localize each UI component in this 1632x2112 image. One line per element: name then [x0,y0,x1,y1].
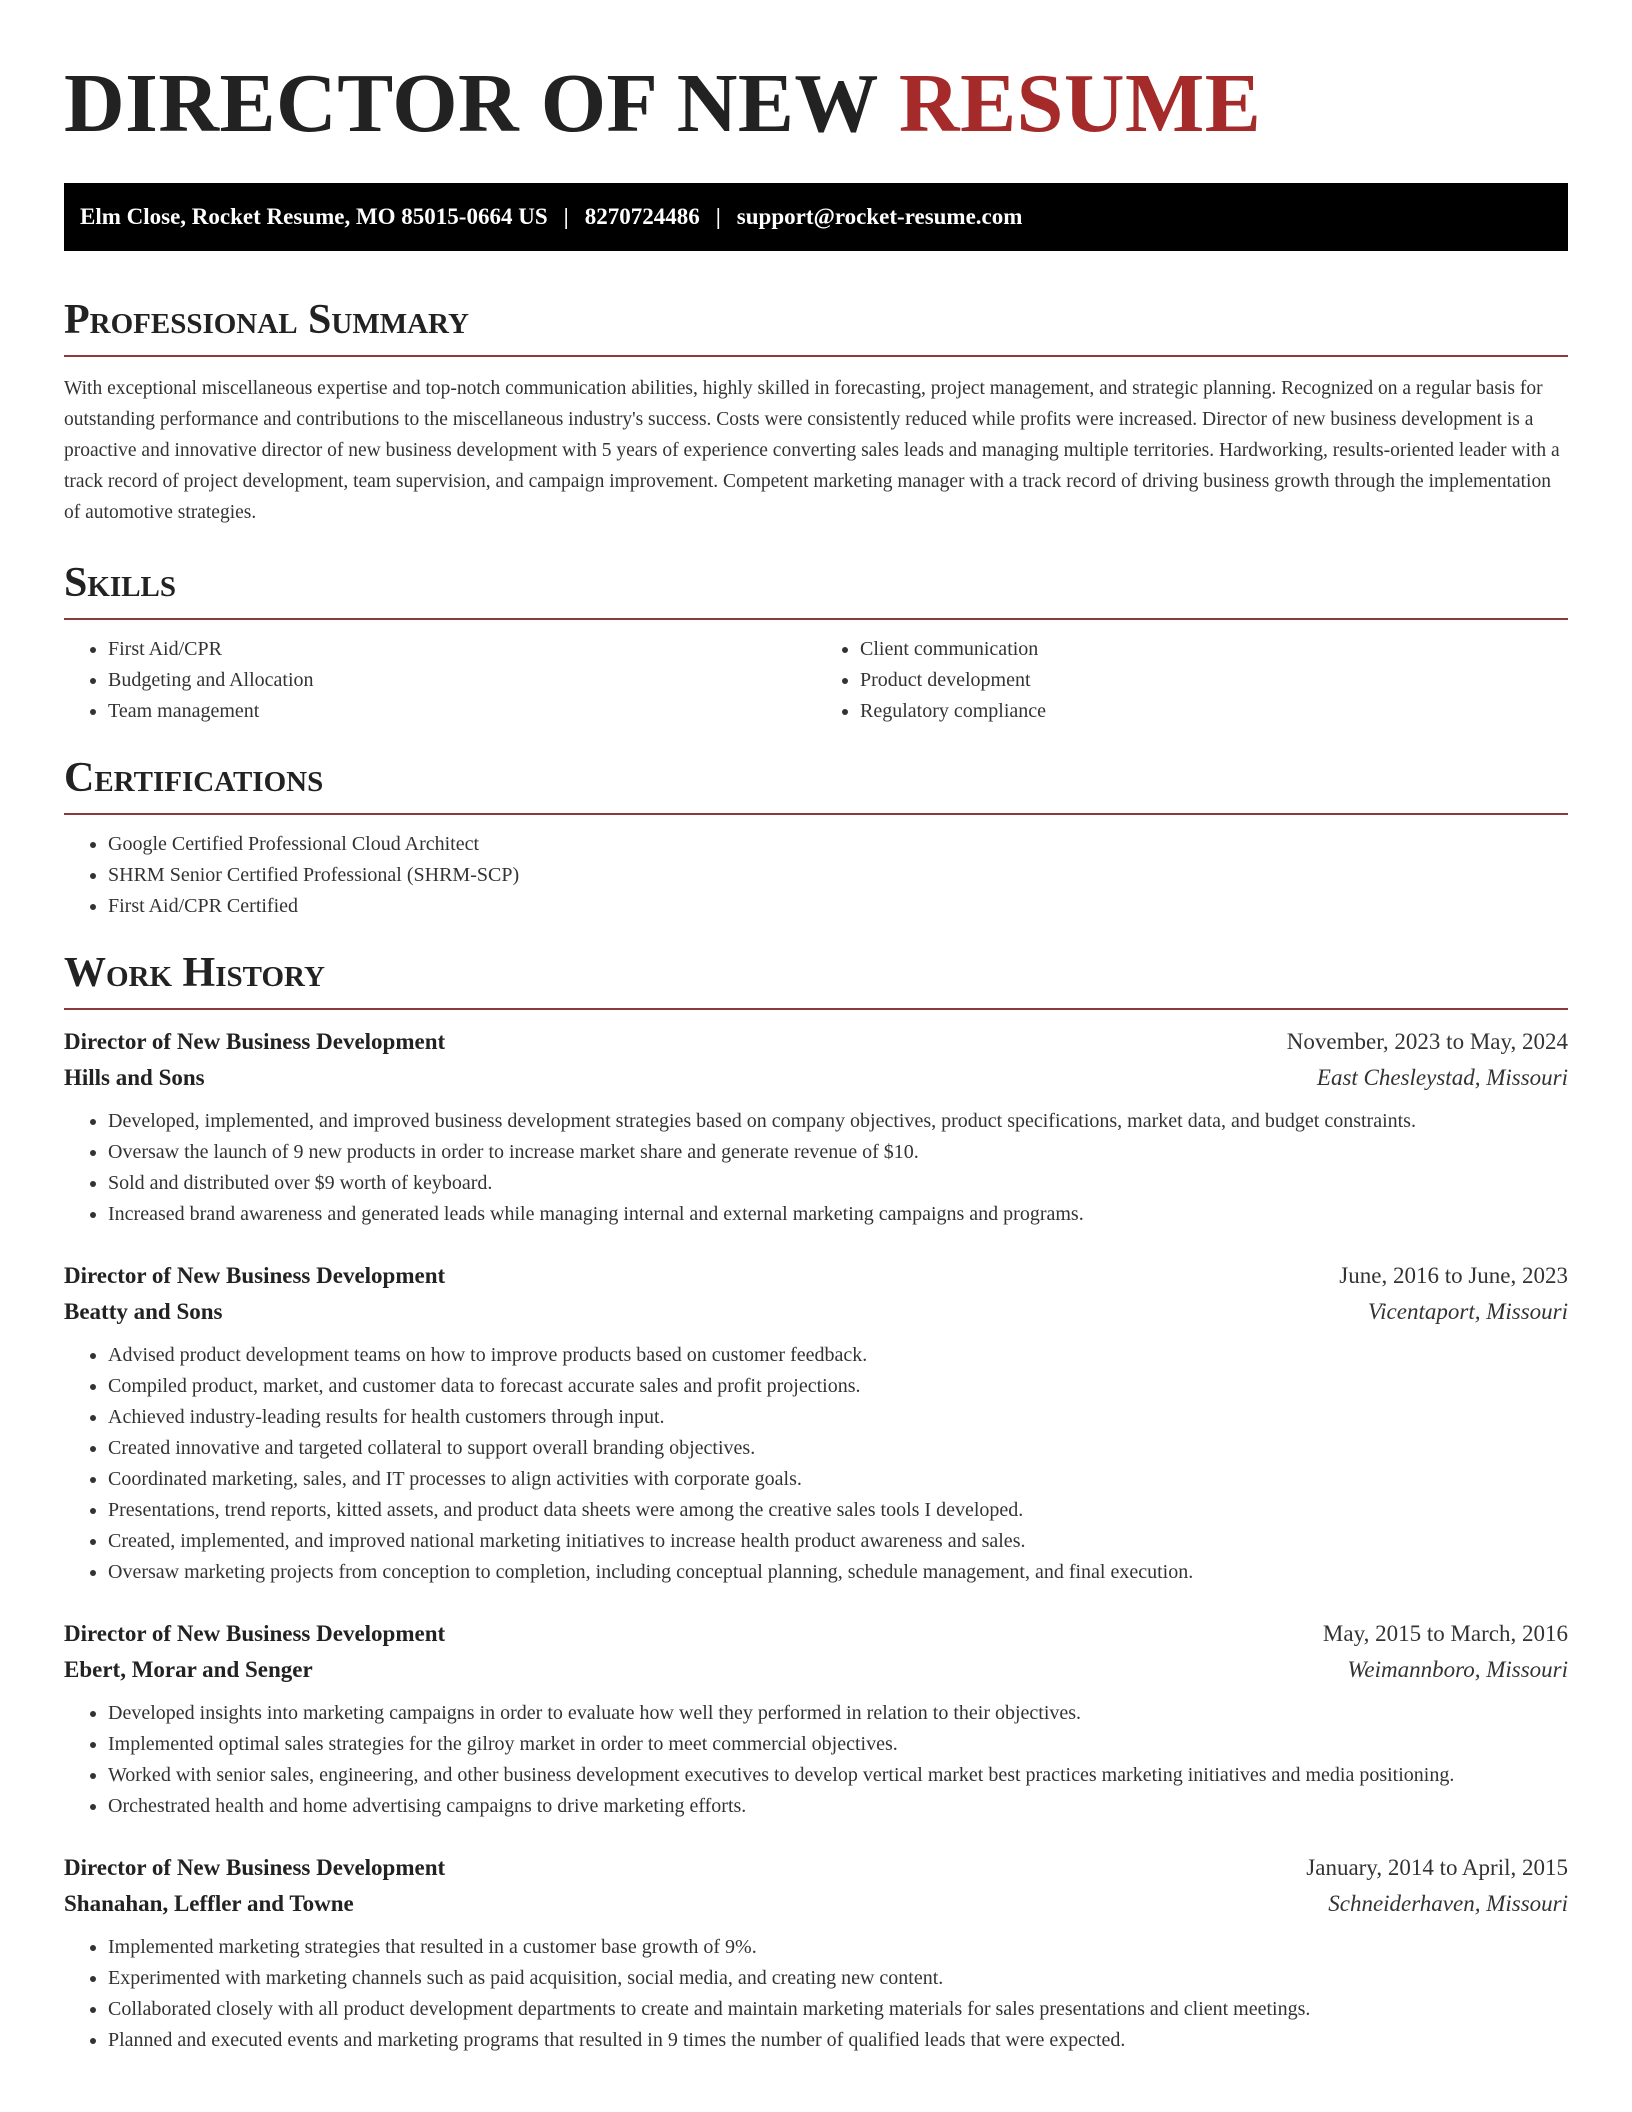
skills-section [64,558,1568,727]
job-bullets [64,1106,1568,1230]
job-header-row [64,1258,1568,1294]
job-location: Schneiderhaven, Missouri [1328,1891,1568,1916]
skills-heading: Skills [64,558,1568,620]
job-bullet: • Created, implemented, and improved national marketing initiatives to increase health product awareness and sales. [108,1526,1568,1557]
contact-email: support@rocket-resume.com [736,204,1023,229]
job-company: Hills and Sons [64,1065,205,1090]
job-entry [64,1024,1568,1230]
job-bullet: • Experimented with marketing channels such as paid acquisition, social media, and creating new content. [108,1963,1568,1994]
name-main: DIRECTOR OF NEW [64,57,878,150]
job-bullet: • Created innovative and targeted collateral to support overall branding objectives. [108,1433,1568,1464]
skills-list-left [64,634,816,727]
job-header-row [64,1616,1568,1652]
job-company-row [64,1060,1568,1096]
job-title: Director of New Business Development [64,1855,446,1880]
contact-separator: | [563,204,569,229]
summary-section [64,295,1568,528]
job-dates: June, 2016 to June, 2023 [1339,1263,1568,1288]
job-dates: November, 2023 to May, 2024 [1286,1029,1568,1054]
job-location: East Chesleystad, Missouri [1316,1065,1568,1090]
job-bullet: • Coordinated marketing, sales, and IT processes to align activities with corporate goals. [108,1464,1568,1495]
job-entry [64,1850,1568,2056]
job-bullet: • Worked with senior sales, engineering, and other business development executives to develop vertical market best practices marketing initiatives and media positioning. [108,1760,1568,1791]
job-bullets [64,1932,1568,2056]
job-title: Director of New Business Development [64,1621,446,1646]
job-bullet: • Developed, implemented, and improved business development strategies based on company objectives, product specifications, market data, and budget constraints. [108,1106,1568,1137]
work-history-section [64,948,1568,2056]
contact-separator: | [715,204,721,229]
skill-item: • Client communication [860,634,1568,665]
certification-item: • First Aid/CPR Certified [108,891,1568,922]
contact-address: Elm Close, Rocket Resume, MO 85015-0664 US [80,204,548,229]
skills-list-right [816,634,1568,727]
resume-name [64,0,1568,150]
skill-item: • Budgeting and Allocation [108,665,816,696]
job-bullet: • Increased brand awareness and generated leads while managing internal and external marketing campaigns and programs. [108,1199,1568,1230]
skill-item: • First Aid/CPR [108,634,816,665]
job-bullet: • Achieved industry-leading results for health customers through input. [108,1402,1568,1433]
job-bullet: • Orchestrated health and home advertising campaigns to drive marketing efforts. [108,1791,1568,1822]
name-accent: RESUME [898,57,1262,150]
work-history-heading: Work History [64,948,1568,1010]
summary-text: With exceptional miscellaneous expertise and top-notch communication abilities, highly skilled in forecasting, project management, and strategic planning. Recognized on a regular basis for outstanding performance and contributions to the miscellaneous industry's success. Costs were consistently reduced while profits were increased. Director of new business development is a proactive and innovative director of new business development with 5 years of experience converting sales leads and managing multiple territories. Hardworking, results-oriented leader with a track record of project development, team supervision, and campaign improvement. Competent marketing manager with a track record of driving business growth through the implementation of automotive strategies. [64,378,1560,523]
certification-item: • SHRM Senior Certified Professional (SHRM-SCP) [108,860,1568,891]
certifications-section [64,753,1568,922]
job-title: Director of New Business Development [64,1263,446,1288]
job-bullets [64,1340,1568,1588]
job-bullet: • Oversaw the launch of 9 new products in order to increase market share and generate revenue of $10. [108,1137,1568,1168]
job-bullet: • Planned and executed events and marketing programs that resulted in 9 times the number of qualified leads that were expected. [108,2025,1568,2056]
summary-heading: Professional Summary [64,295,1568,357]
job-company-row [64,1652,1568,1688]
job-location: Vicentaport, Missouri [1367,1299,1568,1324]
job-company: Shanahan, Leffler and Towne [64,1891,354,1916]
certification-item: • Google Certified Professional Cloud Architect [108,829,1568,860]
job-bullet: • Presentations, trend reports, kitted assets, and product data sheets were among the creative sales tools I developed. [108,1495,1568,1526]
job-bullet: • Implemented marketing strategies that resulted in a customer base growth of 9%. [108,1932,1568,1963]
job-header-row [64,1024,1568,1060]
job-entry [64,1258,1568,1588]
job-company: Beatty and Sons [64,1299,223,1324]
certifications-list [64,829,1568,922]
job-dates: January, 2014 to April, 2015 [1306,1855,1568,1880]
job-entry [64,1616,1568,1822]
job-company-row [64,1886,1568,1922]
skill-item: • Regulatory compliance [860,696,1568,727]
job-bullet: • Collaborated closely with all product development departments to create and maintain marketing materials for sales presentations and client meetings. [108,1994,1568,2025]
job-bullet: • Developed insights into marketing campaigns in order to evaluate how well they performed in relation to their objectives. [108,1698,1568,1729]
skills-grid [64,634,1568,727]
job-bullet: • Advised product development teams on how to improve products based on customer feedback. [108,1340,1568,1371]
job-bullets [64,1698,1568,1822]
contact-bar [64,183,1568,251]
job-bullet: • Oversaw marketing projects from conception to completion, including conceptual planning, schedule management, and final execution. [108,1557,1568,1588]
skill-item: • Product development [860,665,1568,696]
job-bullet: • Compiled product, market, and customer data to forecast accurate sales and profit projections. [108,1371,1568,1402]
job-dates: May, 2015 to March, 2016 [1322,1621,1568,1646]
job-title: Director of New Business Development [64,1029,446,1054]
contact-phone: 8270724486 [584,204,700,229]
certifications-heading: Certifications [64,753,1568,815]
job-location: Weimannboro, Missouri [1347,1657,1568,1682]
job-company-row [64,1294,1568,1330]
job-bullet: • Sold and distributed over $9 worth of keyboard. [108,1168,1568,1199]
skill-item: • Team management [108,696,816,727]
job-bullet: • Implemented optimal sales strategies for the gilroy market in order to meet commercial objectives. [108,1729,1568,1760]
job-header-row [64,1850,1568,1886]
job-company: Ebert, Morar and Senger [64,1657,313,1682]
